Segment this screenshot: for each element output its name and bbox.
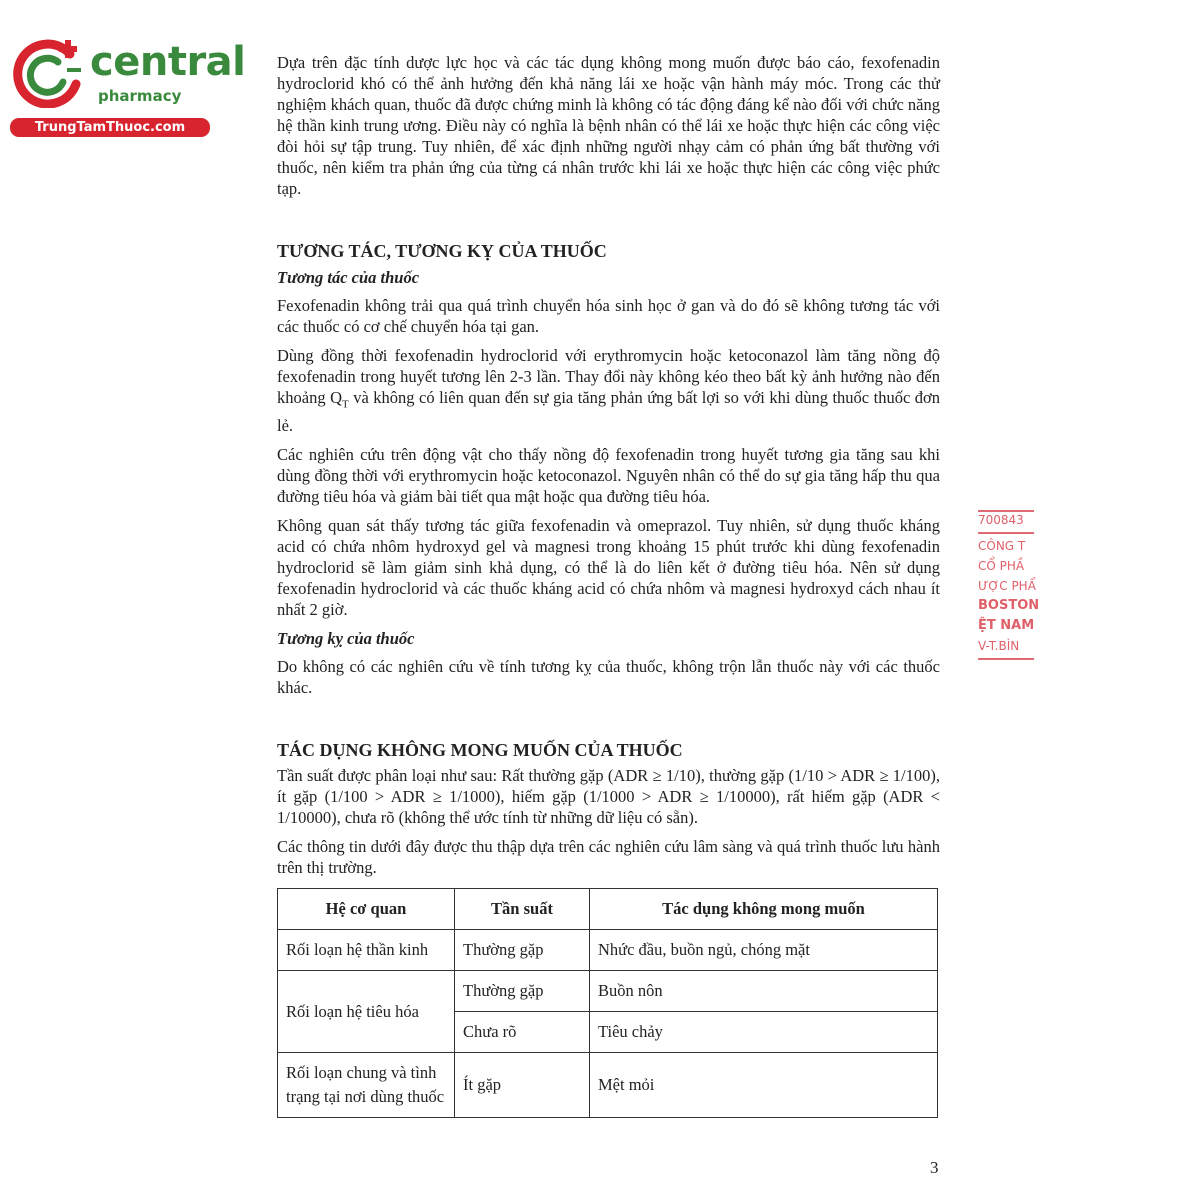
adverse-frequency-paragraph: Tần suất được phân loại như sau: Rất thường gặp (ADR ≥ 1/10), thường gặp (1/10 > ADR ≥ 1/100), ít gặp (1/100 > ADR ≥ 1/1000), hiếm gặp (1/1000 > ADR ≥ 1/10000), rất hiếm gặp (ADR < 1/10000), chưa rõ (không thể ước tính từ những dữ liệu có sẵn). <box>277 766 940 828</box>
table-row <box>278 1053 938 1118</box>
interactions-subheading: Tương tác của thuốc <box>277 268 420 287</box>
table-cell-frequency: Thường gặp <box>455 930 590 971</box>
central-pharmacy-logo[interactable] <box>10 38 246 138</box>
table-header-row <box>278 889 938 930</box>
table-cell-organ: Rối loạn hệ thần kinh <box>278 930 455 971</box>
interactions-paragraph-1: Fexofenadin không trải qua quá trình chuyển hóa sinh học ở gan và do đó sẽ không tương tác với các thuốc có cơ chế chuyển hóa tại gan. <box>277 296 940 336</box>
table-row <box>278 930 938 971</box>
table-cell-frequency: Chưa rõ <box>455 1012 590 1053</box>
table-row <box>278 971 938 1012</box>
adverse-effects-table <box>277 888 938 1118</box>
pharmacy-logo-icon <box>10 38 92 108</box>
intro-paragraph: Dựa trên đặc tính dược lực học và các tác dụng không mong muốn được báo cáo, fexofenadin hydroclorid khó có thể ảnh hưởng đến khả năng lái xe hoặc vận hành máy móc. Trong các thử nghiệm khách quan, thuốc đã được chứng minh là không có tác động đáng kể nào đối với chức năng hệ thần kinh trung ương. Điều này có nghĩa là bệnh nhân có thể lái xe hoặc thực hiện các công việc đòi hỏi sự tập trung. Tuy nhiên, để xác định những người nhạy cảm có phản ứng bất thường với thuốc, nên kiểm tra phản ứng của từng cá nhân trước khi lái xe hoặc thực hiện các công việc phức tạp. <box>277 53 940 198</box>
adverse-effects-heading: TÁC DỤNG KHÔNG MONG MUỐN CỦA THUỐC <box>277 740 683 761</box>
incompatibility-paragraph: Do không có các nghiên cứu về tính tương kỵ của thuốc, không trộn lẫn thuốc này với các thuốc khác. <box>277 657 940 698</box>
page-number: 3 <box>930 1158 939 1177</box>
stamp-border-line <box>978 658 1034 660</box>
logo-website-badge[interactable]: TrungTamThuoc.com <box>10 118 210 137</box>
logo-subtitle: pharmacy <box>98 87 182 105</box>
table-cell-effect: Tiêu chảy <box>590 1012 938 1053</box>
stamp-line: ỆT NAM <box>978 618 1035 633</box>
interactions-paragraph-4: Không quan sát thấy tương tác giữa fexofenadin và omeprazol. Tuy nhiên, sử dụng thuốc kháng acid có chứa nhôm hydroxyd gel và magnesi trong khoảng 15 phút trước khi dùng fexofenadin hydroclorid sẽ làm giảm sinh khả dụng, có thể là do liên kết ở đường tiêu hóa. Nên sử dụng fexofenadin hydroclorid và các thuốc kháng acid có chứa nhôm và magnesi hydroxyd cách nhau ít nhất 2 giờ. <box>277 516 940 620</box>
interactions-paragraph-3: Các nghiên cứu trên động vật cho thấy nồng độ fexofenadin trong huyết tương gia tăng sau khi dùng đồng thời với erythromycin hoặc ketoconazol. Nguyên nhân có thể do sự gia tăng hấp thu qua đường tiêu hóa và giảm bài tiết qua mật hoặc qua đường tiêu hóa. <box>277 445 940 507</box>
p2-text-after: và không có liên quan đến sự gia tăng phản ứng bất lợi so với khi dùng thuốc thuốc đơn lẻ. <box>277 388 940 436</box>
stamp-line: ƯỢC PHẨ <box>978 579 1036 593</box>
adverse-source-paragraph: Các thông tin dưới đây được thu thập dựa trên các nghiên cứu lâm sàng và quá trình thuốc lưu hành trên thị trường. <box>277 837 940 878</box>
stamp-line: V-T.BÌN <box>978 639 1020 653</box>
incompatibility-subheading: Tương kỵ của thuốc <box>277 629 415 649</box>
p2-text-before: Dùng đồng thời fexofenadin hydroclorid với erythromycin hoặc ketoconazol làm tăng nồng độ fexofenadin trong huyết tương lên 2-3 lần. Thay đổi này không kéo theo bất kỳ ảnh hưởng nào đến khoảng Q <box>277 346 940 407</box>
interactions-paragraph-2 <box>277 345 940 436</box>
interactions-heading: TƯƠNG TÁC, TƯƠNG KỴ CỦA THUỐC <box>277 241 607 261</box>
table-cell-organ: Rối loạn hệ tiêu hóa <box>278 971 455 1053</box>
stamp-border-line <box>978 532 1034 534</box>
table-header-organ: Hệ cơ quan <box>278 889 455 930</box>
stamp-line: 700843 <box>978 513 1024 527</box>
table-cell-frequency: Ít gặp <box>455 1053 590 1118</box>
table-header-effect: Tác dụng không mong muốn <box>590 889 938 930</box>
logo-brand-text: central <box>90 39 246 85</box>
table-cell-effect: Mệt mỏi <box>590 1053 938 1118</box>
table-cell-effect: Nhức đầu, buồn ngủ, chóng mặt <box>590 930 938 971</box>
qt-subscript: T <box>341 398 349 411</box>
main-content <box>277 52 940 1118</box>
table-cell-effect: Buồn nôn <box>590 971 938 1012</box>
stamp-line: CÔNG T <box>978 539 1026 553</box>
stamp-line: BOSTON <box>978 598 1040 613</box>
table-cell-frequency: Thường gặp <box>455 971 590 1012</box>
stamp-border-line <box>978 510 1034 512</box>
company-seal-stamp <box>978 508 1038 668</box>
table-cell-organ: Rối loạn chung và tình trạng tại nơi dùng thuốc <box>278 1053 455 1118</box>
table-header-frequency: Tần suất <box>455 889 590 930</box>
stamp-line: CỔ PHẦ <box>978 559 1025 573</box>
